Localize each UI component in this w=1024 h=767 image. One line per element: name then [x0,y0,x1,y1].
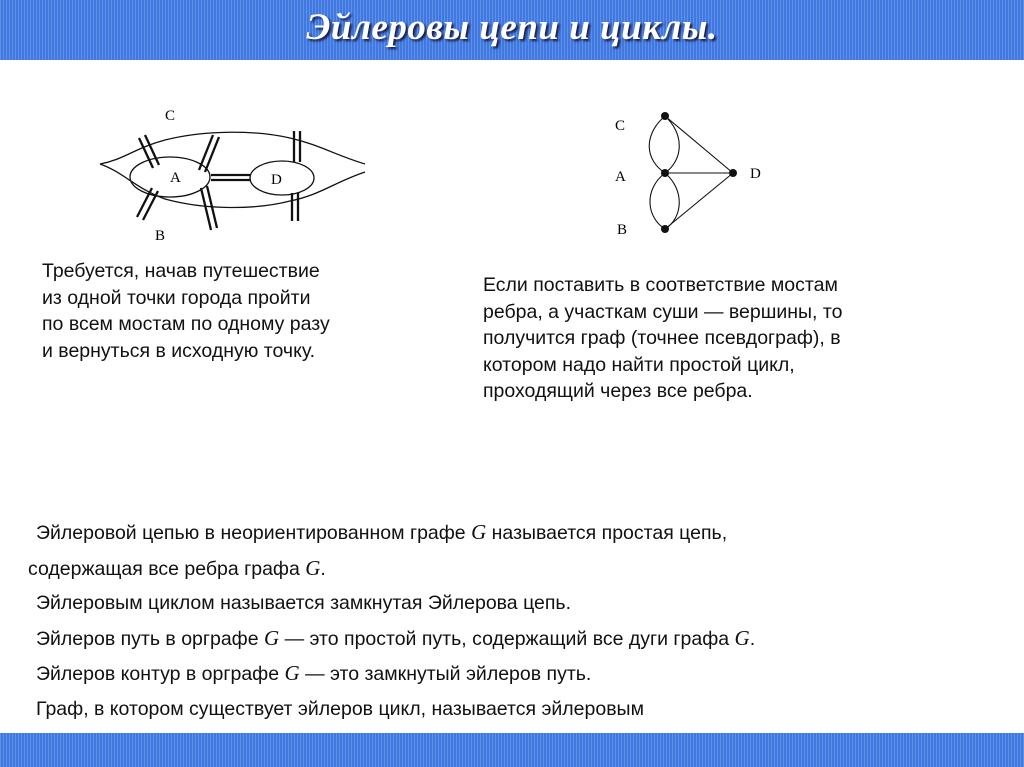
island-d [250,161,314,195]
definition-euler-chain: Эйлеровой цепью в неориентированном графе G называется простая цепь, [36,520,728,544]
bridge-7 [292,193,298,221]
map-label-c: C [165,108,176,124]
map-label-d: D [271,172,282,188]
edge-b-d [665,173,733,229]
task-line: и вернуться в исходную точку. [42,339,316,362]
bridge-4 [201,186,217,230]
vertex-d [729,169,737,177]
edge-a-b-right [665,173,679,229]
explanation-line: ребра, а участкам суши — вершины, то [483,300,843,323]
edge-c-a-right [665,116,679,173]
river-bank-north [100,132,365,164]
task-line: Требуется, начав путешествие [42,260,320,282]
graph-label-b: B [617,222,628,238]
edge-c-a-left [649,116,665,173]
task-line: по всем мостам по одному разу [42,313,330,335]
explanation-line: проходящий через все ребра. [483,380,753,402]
bridge-3 [137,188,158,220]
koenigsberg-map-figure [95,100,375,245]
task-line: из одной точки города пройти [42,286,311,309]
bridge-5 [211,175,251,180]
vertex-c [661,112,669,120]
graph-explanation [483,272,973,405]
definitions-block [28,515,1008,726]
vertex-a [661,169,669,177]
bridge-6 [294,131,300,162]
slide-title: Эйлеровы цепи и циклы. [306,7,718,48]
definition-euler-cycle: Эйлеровым циклом называется замкнутая Эйлерова цепь. [36,592,572,614]
definition-euler-path: Эйлеров путь в орграфе G — это простой путь, содержащий все дуги графа G. [36,625,756,650]
graph-label-a: A [615,169,626,185]
edge-a-b-left [650,173,665,229]
map-label-b: B [155,228,166,244]
definition-euler-contour: Эйлеров контур в орграфе G — это замкнутый эйлеров путь. [36,661,592,685]
explanation-line: Если поставить в соответствие мостам [483,274,838,296]
graph-label-d: D [750,166,761,182]
explanation-line: получится граф (точнее псевдограф), в [483,327,841,349]
definition-eulerian-graph: Граф, в котором существует эйлеров цикл, называется эйлеровым [36,697,644,720]
bottom-footer-band [0,733,1024,767]
graph-label-c: C [615,118,626,134]
river-bank-south [100,164,365,208]
map-label-a: A [170,170,181,186]
task-description [42,258,442,364]
vertex-b [661,225,669,233]
definition-euler-chain-cont: содержащая все ребра графа G. [28,555,326,580]
explanation-line: котором надо найти простой цикл, [483,353,795,376]
pseudograph-figure [605,100,785,245]
bridge-2 [199,135,219,172]
edge-c-d [665,116,733,173]
